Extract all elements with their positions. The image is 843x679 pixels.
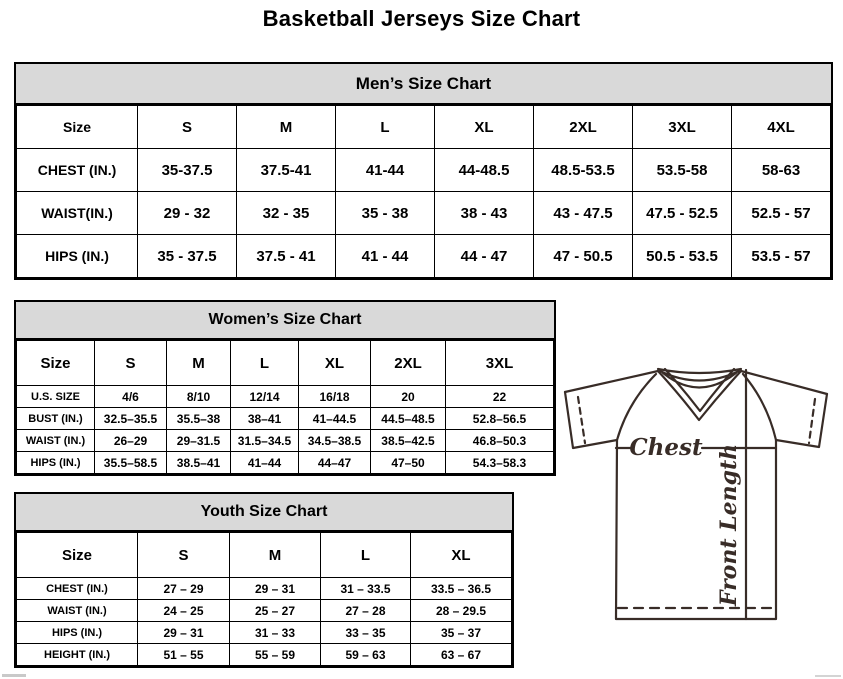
jersey-left-sleeve	[565, 392, 617, 448]
column-header: XL	[411, 533, 512, 578]
table-cell: 35-37.5	[138, 149, 237, 192]
jersey-right-armhole	[743, 374, 776, 440]
table-cell: 27 – 29	[138, 578, 230, 600]
column-header: Size	[17, 106, 138, 149]
table-cell: 35.5–58.5	[95, 452, 167, 474]
table-cell: 28 – 29.5	[411, 600, 512, 622]
table-cell: 63 – 67	[411, 644, 512, 666]
table-cell: 31 – 33	[230, 622, 321, 644]
jersey-right-sleeve-seam-dashed	[809, 399, 815, 443]
column-header: 4XL	[732, 106, 831, 149]
womens-size-chart	[14, 300, 556, 476]
table-cell: 48.5-53.5	[534, 149, 633, 192]
table-cell: 25 – 27	[230, 600, 321, 622]
front-length-label: Front Length	[716, 443, 742, 607]
table-row	[17, 452, 554, 474]
row-label: WAIST (IN.)	[17, 600, 138, 622]
table-cell: 27 – 28	[321, 600, 411, 622]
table-cell: 37.5 - 41	[237, 235, 336, 278]
table-cell: 43 - 47.5	[534, 192, 633, 235]
womens-header-row	[17, 341, 554, 386]
table-cell: 31.5–34.5	[231, 430, 299, 452]
table-cell: 50.5 - 53.5	[633, 235, 732, 278]
table-cell: 32 - 35	[237, 192, 336, 235]
table-cell: 29 - 32	[138, 192, 237, 235]
row-label: HIPS (IN.)	[17, 452, 95, 474]
row-label: BUST (IN.)	[17, 408, 95, 430]
youth-size-chart	[14, 492, 514, 668]
table-cell: 35 - 38	[336, 192, 435, 235]
mens-table	[16, 105, 831, 278]
table-cell: 12/14	[231, 386, 299, 408]
table-cell: 38.5–41	[167, 452, 231, 474]
column-header: S	[95, 341, 167, 386]
jersey-measurement-diagram	[554, 348, 838, 632]
table-cell: 33 – 35	[321, 622, 411, 644]
table-row	[17, 192, 831, 235]
table-cell: 38–41	[231, 408, 299, 430]
column-header: XL	[435, 106, 534, 149]
table-cell: 35 - 37.5	[138, 235, 237, 278]
table-row	[17, 386, 554, 408]
table-cell: 37.5-41	[237, 149, 336, 192]
table-cell: 16/18	[299, 386, 371, 408]
table-cell: 58-63	[732, 149, 831, 192]
column-header: 2XL	[534, 106, 633, 149]
table-cell: 47 - 50.5	[534, 235, 633, 278]
table-row	[17, 600, 512, 622]
table-cell: 22	[446, 386, 554, 408]
table-cell: 44 - 47	[435, 235, 534, 278]
table-cell: 47–50	[371, 452, 446, 474]
table-cell: 44–47	[299, 452, 371, 474]
table-cell: 29 – 31	[138, 622, 230, 644]
table-cell: 32.5–35.5	[95, 408, 167, 430]
table-cell: 41–44	[231, 452, 299, 474]
jersey-right-shoulder	[741, 371, 827, 394]
table-cell: 35 – 37	[411, 622, 512, 644]
gray-mark	[815, 675, 841, 677]
column-header: S	[138, 106, 237, 149]
column-header: L	[231, 341, 299, 386]
column-header: 3XL	[633, 106, 732, 149]
table-cell: 59 – 63	[321, 644, 411, 666]
column-header: M	[167, 341, 231, 386]
column-header: 3XL	[446, 341, 554, 386]
table-cell: 35.5–38	[167, 408, 231, 430]
table-cell: 29–31.5	[167, 430, 231, 452]
row-label: HEIGHT (IN.)	[17, 644, 138, 666]
womens-chart-title: Women’s Size Chart	[16, 302, 554, 340]
table-cell: 38.5–42.5	[371, 430, 446, 452]
row-label: CHEST (IN.)	[17, 149, 138, 192]
row-label: WAIST(IN.)	[17, 192, 138, 235]
table-cell: 29 – 31	[230, 578, 321, 600]
table-row	[17, 622, 512, 644]
table-row	[17, 644, 512, 666]
column-header: 2XL	[371, 341, 446, 386]
table-cell: 33.5 – 36.5	[411, 578, 512, 600]
column-header: Size	[17, 533, 138, 578]
youth-chart-title: Youth Size Chart	[16, 494, 512, 532]
gray-mark	[2, 674, 26, 677]
jersey-left-armhole	[617, 374, 656, 440]
table-cell: 53.5-58	[633, 149, 732, 192]
page-title: Basketball Jerseys Size Chart	[262, 6, 581, 31]
row-label: CHEST (IN.)	[17, 578, 138, 600]
jersey-collar-top-edge	[658, 369, 741, 373]
row-label: WAIST (IN.)	[17, 430, 95, 452]
jersey-right-sleeve	[776, 394, 827, 447]
youth-header-row	[17, 533, 512, 578]
column-header: L	[336, 106, 435, 149]
table-cell: 26–29	[95, 430, 167, 452]
table-cell: 31 – 33.5	[321, 578, 411, 600]
column-header: Size	[17, 341, 95, 386]
chest-label: Chest	[629, 434, 703, 461]
mens-size-chart	[14, 62, 833, 280]
table-cell: 53.5 - 57	[732, 235, 831, 278]
womens-table	[16, 340, 554, 474]
row-label: HIPS (IN.)	[17, 235, 138, 278]
table-cell: 55 – 59	[230, 644, 321, 666]
table-cell: 47.5 - 52.5	[633, 192, 732, 235]
table-cell: 38 - 43	[435, 192, 534, 235]
table-cell: 34.5–38.5	[299, 430, 371, 452]
column-header: XL	[299, 341, 371, 386]
table-cell: 52.8–56.5	[446, 408, 554, 430]
table-row	[17, 430, 554, 452]
table-row	[17, 235, 831, 278]
table-cell: 41–44.5	[299, 408, 371, 430]
mens-header-row	[17, 106, 831, 149]
table-cell: 52.5 - 57	[732, 192, 831, 235]
table-cell: 41-44	[336, 149, 435, 192]
jersey-body-outline	[616, 440, 776, 619]
table-cell: 4/6	[95, 386, 167, 408]
table-cell: 24 – 25	[138, 600, 230, 622]
jersey-left-sleeve-seam-dashed	[578, 397, 585, 443]
row-label: U.S. SIZE	[17, 386, 95, 408]
mens-chart-title: Men’s Size Chart	[16, 64, 831, 105]
table-cell: 20	[371, 386, 446, 408]
youth-table	[16, 532, 512, 666]
table-row	[17, 149, 831, 192]
table-cell: 8/10	[167, 386, 231, 408]
table-row	[17, 578, 512, 600]
table-cell: 51 – 55	[138, 644, 230, 666]
column-header: S	[138, 533, 230, 578]
column-header: M	[237, 106, 336, 149]
column-header: M	[230, 533, 321, 578]
row-label: HIPS (IN.)	[17, 622, 138, 644]
table-cell: 44.5–48.5	[371, 408, 446, 430]
table-cell: 46.8–50.3	[446, 430, 554, 452]
table-cell: 44-48.5	[435, 149, 534, 192]
column-header: L	[321, 533, 411, 578]
table-row	[17, 408, 554, 430]
table-cell: 54.3–58.3	[446, 452, 554, 474]
table-cell: 41 - 44	[336, 235, 435, 278]
